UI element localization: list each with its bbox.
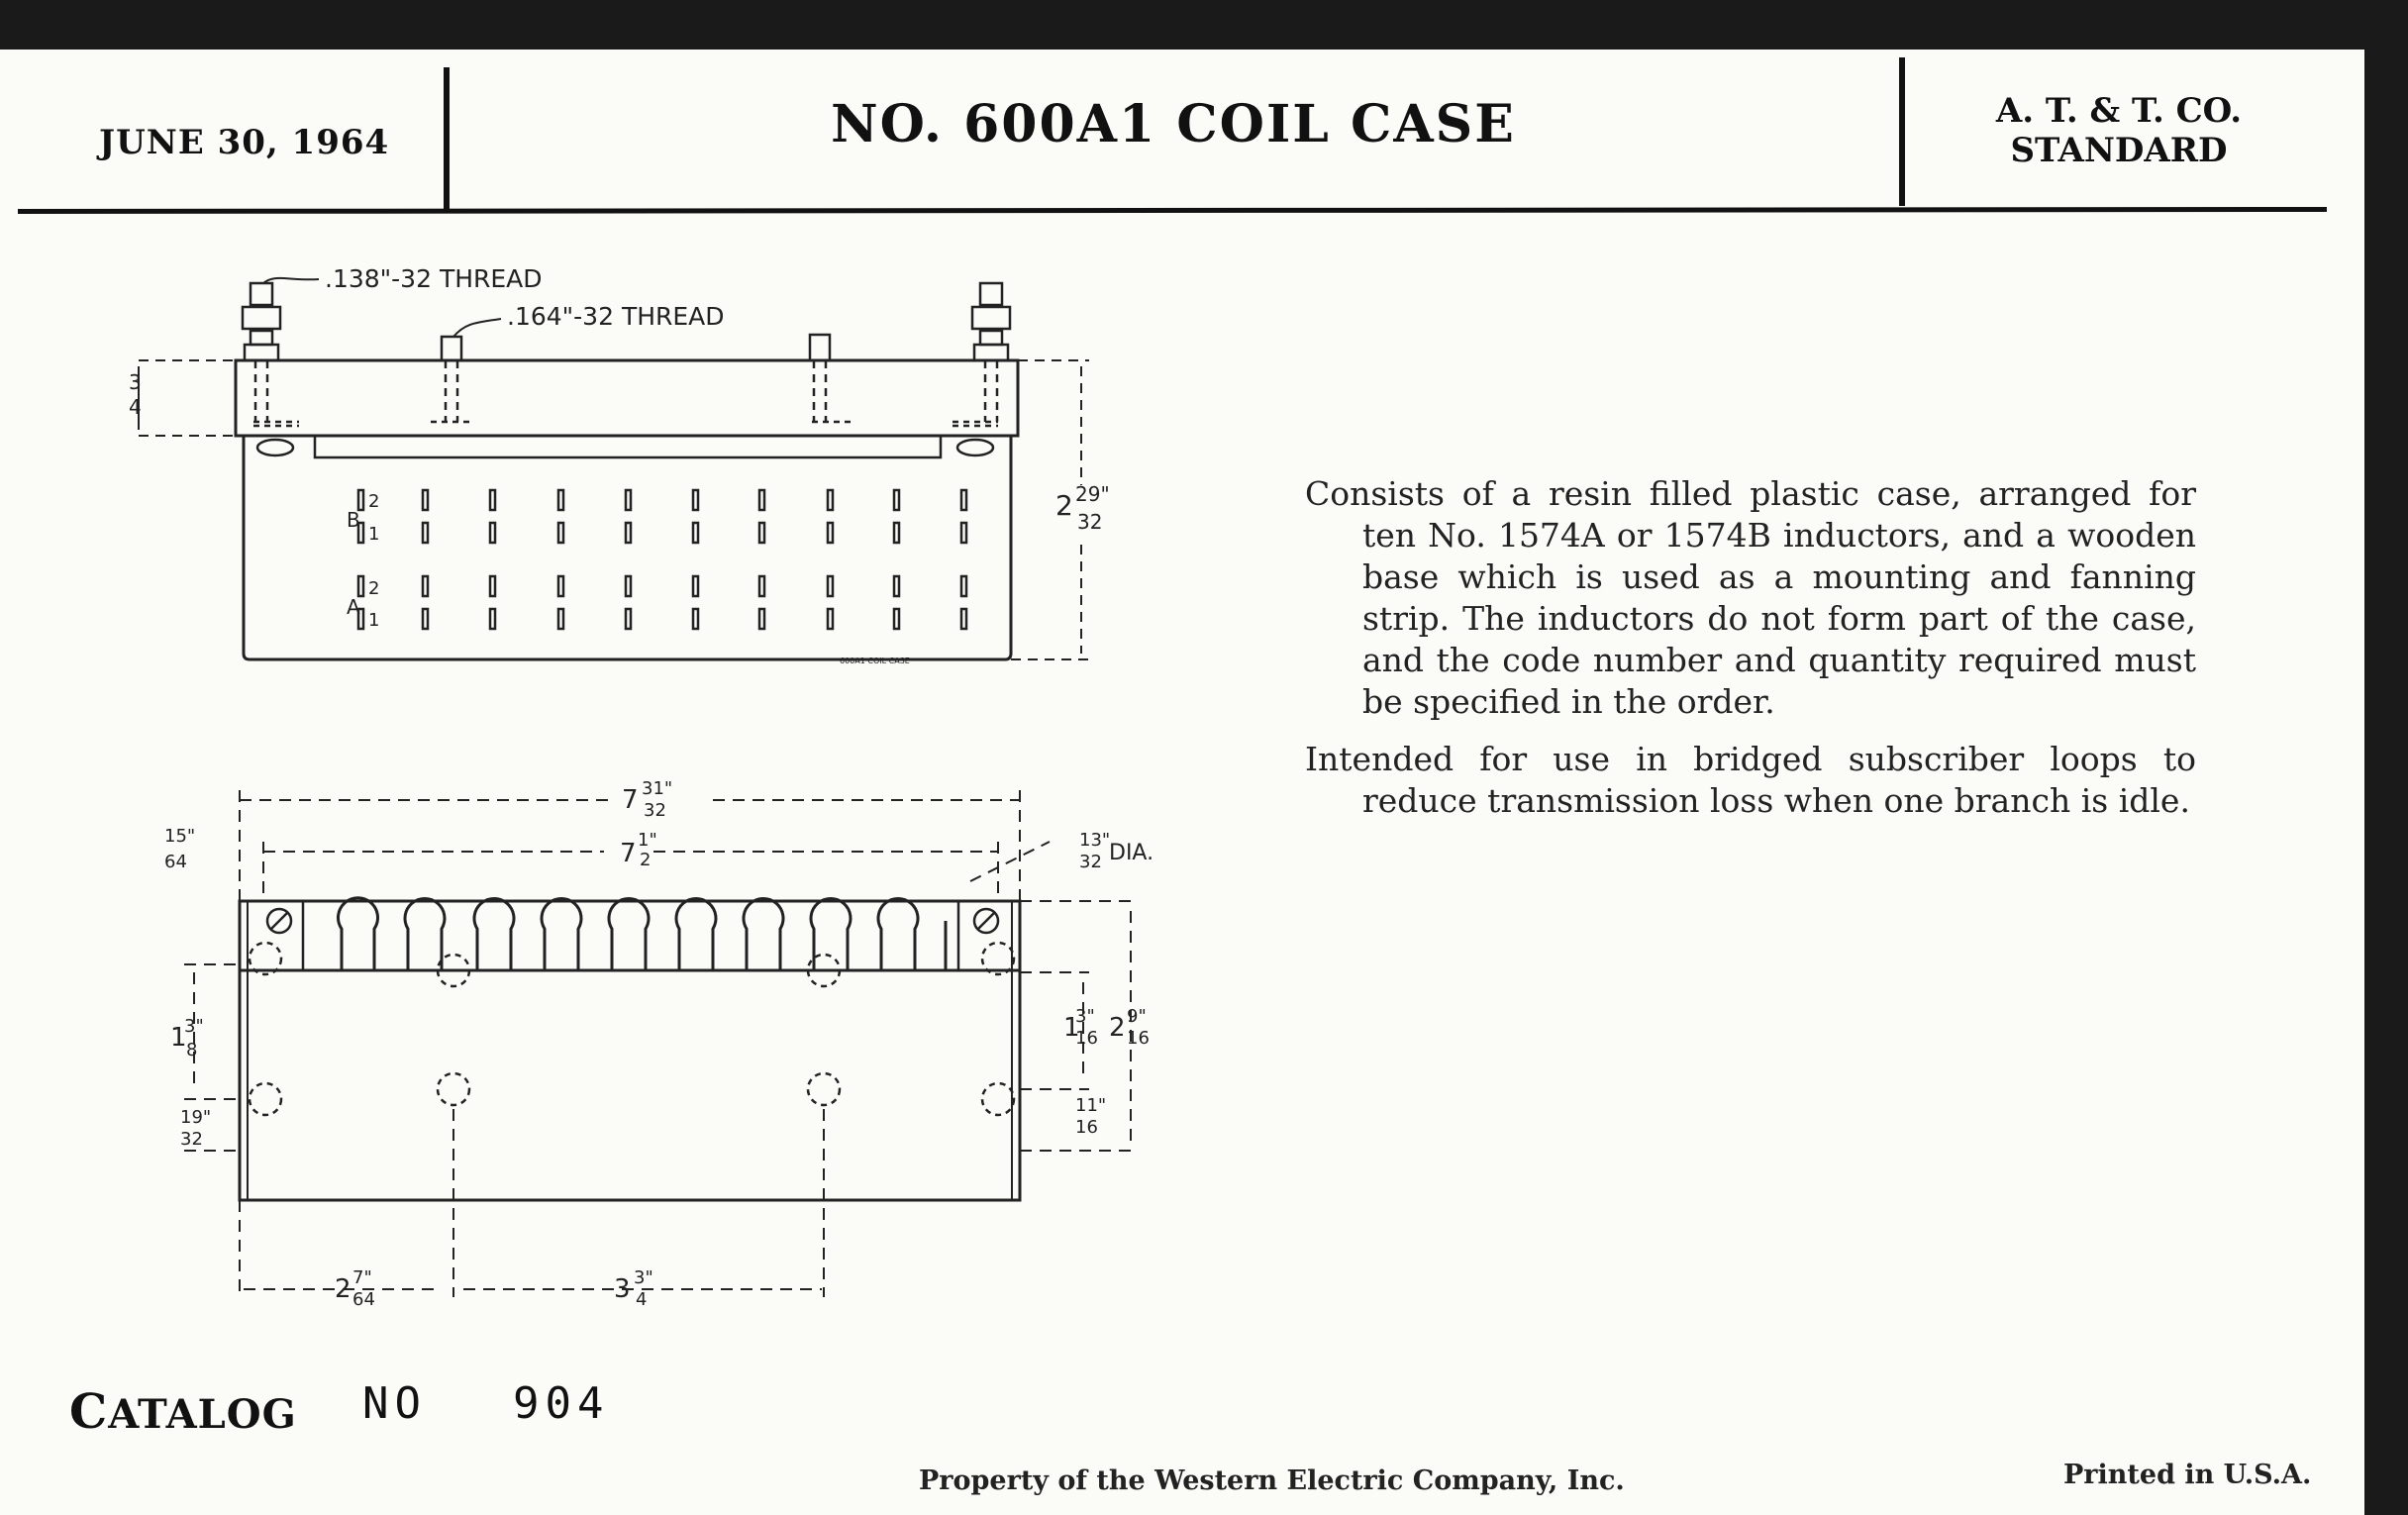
total-depth-whole: 2 <box>1109 1013 1126 1043</box>
printed-note: Printed in U.S.A. <box>2063 1460 2312 1490</box>
bottom-edge-num: 11" <box>1075 1095 1107 1116</box>
depth-den: 8 <box>186 1040 198 1060</box>
overall-height-whole: 2 <box>1055 489 1073 522</box>
row-b-terminal-2: 2 <box>368 491 380 512</box>
width-overall-num: 31" <box>642 778 673 799</box>
catalog-initial: C <box>69 1384 109 1440</box>
dia-num: 13" <box>1079 830 1111 851</box>
spacing-b-den: 4 <box>636 1289 648 1310</box>
spacing-b-num: 3" <box>634 1267 653 1288</box>
hole-gap-num: 3" <box>1075 1006 1095 1027</box>
hole-gap-whole: 1 <box>1063 1013 1080 1043</box>
property-note: Property of the Western Electric Company, Inc. <box>919 1465 1625 1496</box>
width-overall-whole: 7 <box>622 785 639 815</box>
catalog-label <box>69 1384 297 1440</box>
standard-line-2: STANDARD <box>2010 131 2228 170</box>
case-stamp: 600A1 COIL CASE <box>840 656 910 665</box>
row-b-terminal-1: 1 <box>368 524 380 545</box>
thread-164-label: .164"-32 THREAD <box>507 302 725 331</box>
spacing-a-num: 7" <box>352 1267 372 1288</box>
depth-whole: 1 <box>170 1023 187 1053</box>
width-inner-whole: 7 <box>620 839 637 868</box>
spacing-a-whole: 2 <box>335 1274 351 1304</box>
dia-label: DIA. <box>1109 841 1154 865</box>
description <box>1305 473 2196 838</box>
total-depth-den: 16 <box>1127 1028 1150 1049</box>
terminal-slots <box>358 490 966 629</box>
row-label-a: A <box>347 595 360 619</box>
catalog-number: 904 <box>513 1378 610 1429</box>
description-para-1: Consists of a resin filled plastic case, arranged for ten No. 1574A or 1574B inductors, and a wooden base which is used as a mounting and fanning strip. The inductors do not form part of the case, and the code number and quantity required must be specified in the order. <box>1305 474 2196 721</box>
bottom-edge-den: 16 <box>1075 1117 1098 1138</box>
fanning-strip-top <box>240 901 1020 1200</box>
width-inner-num: 1" <box>638 830 657 851</box>
row-a-terminal-1: 1 <box>368 610 380 631</box>
wooden-base-front <box>236 360 1018 436</box>
overall-height-den: 32 <box>1077 510 1103 534</box>
page-title: NO. 600A1 COIL CASE <box>831 94 1516 154</box>
width-overall-den: 32 <box>644 800 666 821</box>
side-height-num: 3 <box>129 370 142 394</box>
header-standard <box>1941 91 2297 170</box>
catalog-rest: ATALOG <box>108 1391 297 1438</box>
standard-line-1: A. T. & T. CO. <box>1995 91 2243 131</box>
spacing-b-whole: 3 <box>614 1274 631 1304</box>
offset-den: 64 <box>164 852 187 872</box>
width-inner-den: 2 <box>640 850 652 870</box>
technical-drawing <box>0 228 1218 1465</box>
hole-gap-den: 16 <box>1075 1028 1098 1049</box>
header-divider-left <box>444 67 450 211</box>
catalog-no: NO <box>362 1378 427 1429</box>
row-a-terminal-2: 2 <box>368 578 380 599</box>
mounting-holes <box>250 943 1014 1115</box>
overall-height-num: 29" <box>1075 482 1110 506</box>
spacing-a-den: 64 <box>352 1289 375 1310</box>
screw-heads <box>253 422 998 455</box>
edge-num: 19" <box>180 1107 212 1128</box>
coil-loops <box>339 898 947 970</box>
thread-138-label: .138"-32 THREAD <box>325 264 543 293</box>
edge-den: 32 <box>180 1129 203 1150</box>
terminal-stud-small <box>442 335 830 422</box>
dia-den: 32 <box>1079 852 1102 872</box>
total-depth-num: 9" <box>1127 1006 1147 1027</box>
side-height-den: 4 <box>129 395 142 419</box>
header-date: JUNE 30, 1964 <box>99 123 390 162</box>
header-divider-right <box>1899 57 1905 206</box>
row-label-b: B <box>347 508 360 532</box>
offset-num: 15" <box>164 826 196 847</box>
description-para-2: Intended for use in bridged subscriber loops to reduce transmission loss when one branch is idle. <box>1305 740 2196 820</box>
depth-num: 3" <box>184 1016 204 1037</box>
